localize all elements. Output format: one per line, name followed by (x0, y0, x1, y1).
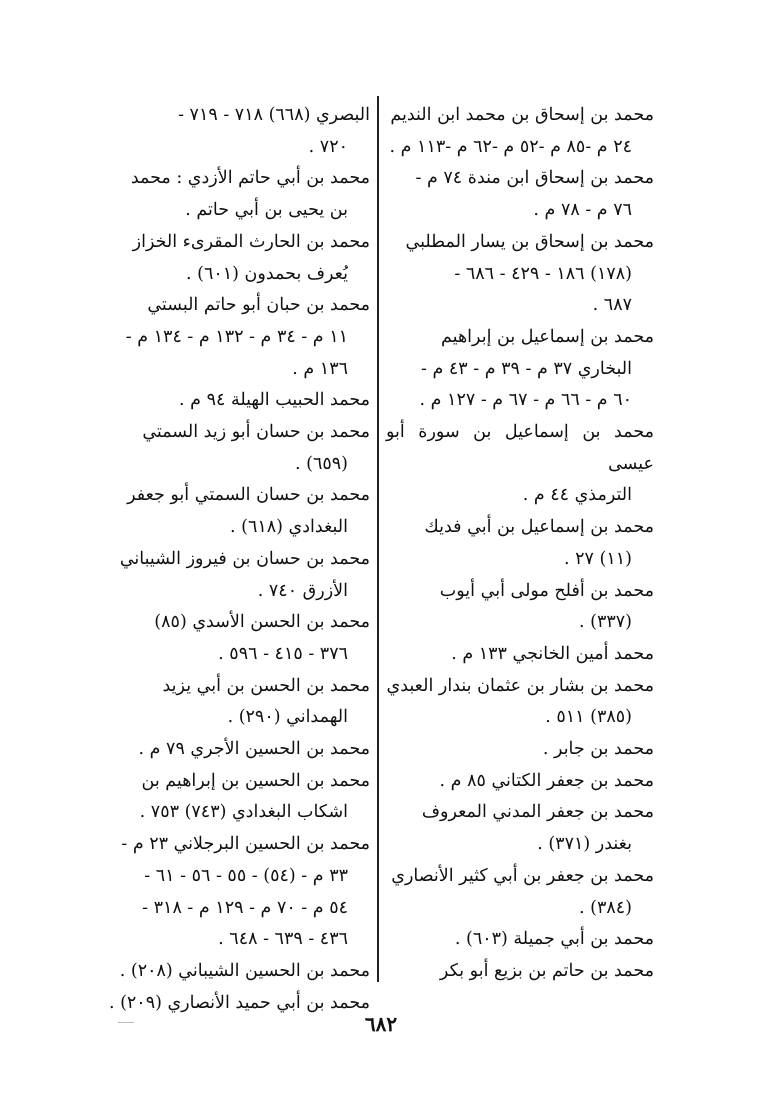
entry-heading-line: محمد بن إسحاق بن يسار المطلبي (405, 231, 654, 252)
index-entry (386, 734, 654, 766)
entry-heading-line: محمد بن إسماعيل بن سورة أبو عيسى (386, 422, 654, 474)
entry-continuation-line: الترمذي ٤٤ م . (522, 485, 632, 506)
index-entry (386, 100, 654, 163)
entry-continuation-line: بن يحيى بن أبي حاتم . (185, 200, 348, 221)
entry-heading-line: محمد بن الحسن بن أبي يزيد (162, 675, 370, 696)
entry-continuation-line: البغدادي (٦١٨) . (229, 517, 348, 538)
entry-continuation-line: (٦٥٩) . (295, 453, 348, 474)
index-entry (108, 385, 370, 417)
entry-heading-line: محمد بن الحسين بن إبراهيم بن (141, 770, 370, 791)
entry-continuation-line: ٧٢٠ . (308, 136, 348, 157)
entry-heading-line: محمد بن بشار بن عثمان بندار العبدي (386, 675, 654, 696)
index-entry (386, 322, 654, 417)
entry-continuation-line: اشكاب البغدادي (٧٤٣) ٧٥٣ . (139, 802, 348, 823)
entry-heading-line: محمد بن حسان أبو زيد السمتي (142, 422, 370, 443)
entry-heading-line: محمد الحبيب الهيلة ٩٤ م . (179, 390, 370, 411)
entry-heading-line: البصري (٦٦٨) ٧١٨ - ٧١٩ - (178, 105, 370, 125)
index-entry (386, 956, 654, 988)
entry-heading-line: محمد بن الحسين الشيباني (٢٠٨) . (119, 960, 370, 981)
index-entry (386, 227, 654, 322)
index-entry (108, 480, 370, 543)
entry-continuation-line: (١١) ٢٧ . (564, 548, 632, 569)
column-divider (377, 96, 379, 982)
entry-heading-line: محمد بن حاتم بن بزيع أبو بكر (439, 960, 654, 981)
index-entry (386, 861, 654, 924)
entry-heading-line: محمد بن الحسن الأسدي (٨٥) (154, 612, 370, 633)
page-number: ٦٨٢ (364, 1012, 398, 1036)
entry-heading-line: محمد بن إسحاق ابن مندة ٧٤ م - (415, 168, 654, 189)
entry-heading-line: محمد بن جعفر بن أبي كثير الأنصاري (391, 865, 654, 886)
index-entry (386, 924, 654, 956)
index-entry (386, 576, 654, 639)
entry-continuation-line: ١١ م - ٣٤ م - ١٣٢ م - ١٣٤ م - (125, 326, 348, 347)
index-entry (386, 512, 654, 575)
entry-continuation-line: ٤٣٦ - ٦٣٩ - ٦٤٨ . (218, 929, 348, 950)
entry-heading-line: محمد بن الحسين البرجلاني ٢٣ م - (121, 834, 370, 855)
index-entry (108, 671, 370, 734)
entry-continuation-line: (٣٨٤) . (579, 897, 632, 918)
index-entry (386, 163, 654, 226)
entry-heading-line: محمد بن أبي جميلة (٦٠٣) . (454, 929, 654, 950)
entry-heading-line: محمد بن الحسين الأجري ٧٩ م . (138, 739, 370, 760)
entry-heading-line: محمد بن جابر . (542, 739, 654, 760)
index-entry (108, 956, 370, 988)
entry-continuation-line: البخاري ٣٧ م - ٣٩ م - ٤٣ م - (420, 358, 632, 379)
entry-heading-line: محمد بن إسماعيل بن إبراهيم (441, 326, 654, 347)
index-entry (108, 417, 370, 480)
entry-continuation-line: بغندر (٣٧١) . (537, 834, 632, 855)
index-entry (108, 544, 370, 607)
entry-continuation-line: ٦٨٧ . (592, 295, 632, 316)
entry-continuation-line: ٣٧٦ - ٤١٥ - ٥٩٦ . (218, 643, 348, 664)
entry-heading-line: محمد أمين الخانجي ١٣٣ م . (451, 643, 654, 664)
entry-heading-line: محمد بن إسحاق بن محمد ابن النديم (390, 105, 654, 125)
index-entry (386, 417, 654, 512)
entry-heading-line: محمد بن أفلح مولى أبي أيوب (439, 580, 654, 601)
entry-heading-line: محمد بن جعفر المدني المعروف (421, 802, 654, 823)
entry-continuation-line: (٣٣٧) . (579, 612, 632, 633)
entry-continuation-line: ٢٤ م -٨٥ م -٥٢ م -٦٢ م -١١٣ م . (389, 136, 632, 157)
entry-continuation-line: ٥٤ م - ٧٠ م - ١٢٩ م - ٣١٨ - (142, 897, 348, 918)
index-entry (386, 639, 654, 671)
entry-continuation-line: ١٣٦ م . (292, 358, 348, 379)
entry-continuation-line: ٣٣ م - (٥٤) - ٥٥ - ٥٦ - ٦١ - (144, 865, 348, 886)
entry-continuation-line: الأزرق ٧٤٠ . (257, 580, 348, 601)
entry-heading-line: محمد بن أبي حاتم الأزدي : محمد (130, 168, 370, 189)
index-entry (386, 797, 654, 860)
entry-heading-line: محمد بن إسماعيل بن أبي فديك (424, 517, 654, 538)
index-entry (108, 766, 370, 829)
entry-heading-line: محمد بن حبان أبو حاتم البستي (147, 295, 370, 316)
index-entry (108, 227, 370, 290)
entry-heading-line: محمد بن الحارث المقرىء الخزاز (132, 231, 370, 252)
entry-continuation-line: ٦٠ م - ٦٦ م - ٦٧ م - ١٢٧ م . (419, 390, 632, 411)
entry-continuation-line: الهمداني (٢٩٠) . (227, 707, 348, 728)
scan-mark (118, 1022, 134, 1023)
index-entry (108, 734, 370, 766)
entry-heading-line: محمد بن حسان بن فيروز الشيباني (119, 548, 370, 569)
index-entry (108, 829, 370, 956)
index-entry (386, 671, 654, 734)
index-entry (386, 766, 654, 798)
index-entry (108, 163, 370, 226)
entry-heading-line: محمد بن جعفر الكتاني ٨٥ م . (439, 770, 654, 791)
index-entry (108, 607, 370, 670)
entry-continuation-line: (١٧٨) ١٨٦ - ٤٢٩ - ٦٨٦ - (454, 263, 632, 284)
right-column (386, 100, 654, 988)
entry-continuation-line: (٣٨٥) ٥١١ . (545, 707, 632, 728)
entry-continuation-line: ٧٦ م - ٧٨ م . (533, 200, 632, 221)
entry-continuation-line: يُعرف بحمدون (٦٠١) . (186, 263, 348, 284)
index-entry (108, 100, 370, 163)
entry-heading-line: محمد بن أبي حميد الأنصاري (٢٠٩) . (108, 992, 370, 1013)
left-column (108, 100, 370, 1019)
index-entry (108, 290, 370, 385)
entry-heading-line: محمد بن حسان السمتي أبو جعفر (127, 485, 370, 506)
